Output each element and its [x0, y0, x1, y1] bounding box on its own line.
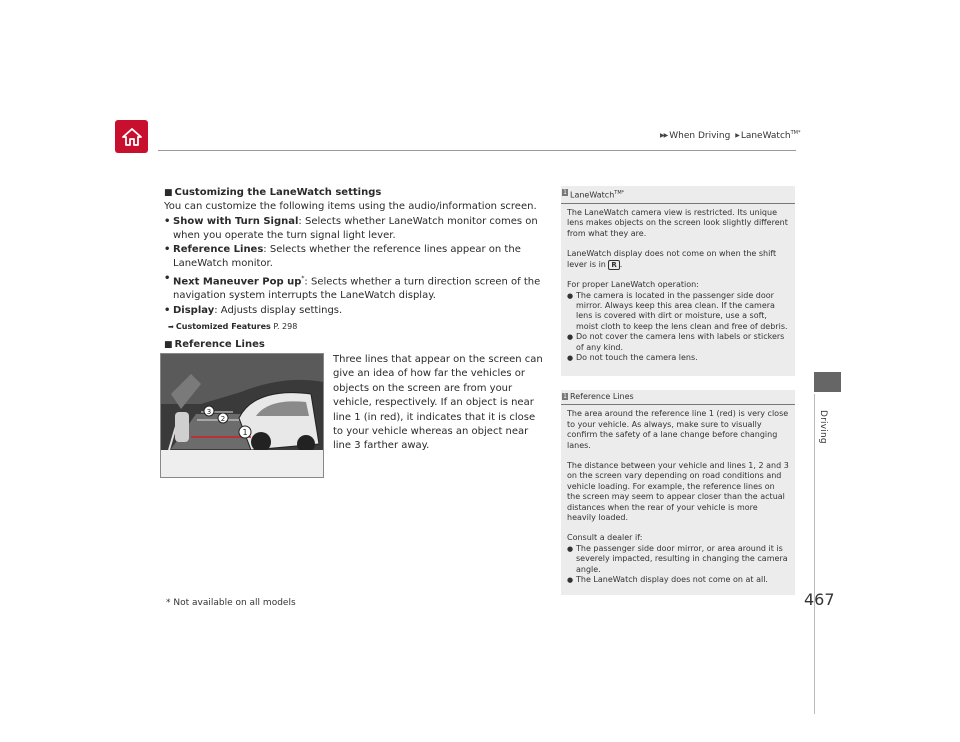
breadcrumb-arrow-icon: ▶▶: [660, 132, 668, 139]
side-tab-marker[interactable]: [814, 372, 841, 392]
shift-r-key-icon: R: [608, 260, 619, 270]
sidebar-bullet: ● Do not cover the camera lens with labels or stickers of any kind.: [567, 332, 789, 353]
home-button[interactable]: [115, 120, 148, 153]
sidebar-heading: 1 Reference Lines: [561, 390, 795, 405]
cross-reference-link[interactable]: ➡ Customized Features P. 298: [168, 322, 298, 331]
sidebar-bullet: ● Do not touch the camera lens.: [567, 353, 789, 363]
note-icon: 1: [563, 393, 567, 400]
list-item: • Display: Adjusts display settings.: [164, 304, 549, 318]
side-divider: [814, 394, 815, 714]
sidebar-note-reference-lines: [561, 390, 795, 595]
breadcrumb-arrow-icon: ▶: [735, 132, 739, 139]
side-tab-label: Driving: [818, 410, 828, 444]
reference-lines-heading: ■ Reference Lines: [164, 339, 265, 350]
camera-view-illustration: [161, 354, 323, 477]
sidebar-paragraph: Consult a dealer if:: [567, 533, 643, 543]
note-icon: 1: [563, 189, 567, 196]
list-item: • Next Maneuver Pop up*: Selects whether a turn direction screen of the navigation system interrupts the LaneWatch display.: [164, 272, 549, 304]
sidebar-bullet: ● The camera is located in the passenger side door mirror. Always keep this area clean. If the camera lens is covered with dirt or moisture, use a soft, moist cloth to keep the lens clean and free of debris.: [567, 291, 789, 333]
sidebar-paragraph: The LaneWatch camera view is restricted. Its unique lens makes objects on the screen look slightly different from what they are.: [567, 208, 788, 238]
breadcrumb-item-when-driving[interactable]: When Driving: [669, 131, 731, 141]
reference-lines-text: Three lines that appear on the screen can give an idea of how far the vehicles or objects on the screen are from your vehicle, respectively. If an object is near line 1 (in red), it indicates that it is close to your vehicle whereas an object near line 3 farther away.: [333, 354, 543, 452]
sidebar-paragraph: The distance between your vehicle and lines 1, 2 and 3 on the screen vary depending on road conditions and vehicle loading. For example, the reference lines on the screen may seem to appear closer than the actual distances when the rear of your vehicle is more heavily loaded.: [567, 461, 789, 523]
reference-marker-2: 2: [220, 415, 226, 423]
reference-marker-1: 1: [242, 428, 248, 437]
page-number: 467: [804, 590, 835, 609]
section-heading: ■ Customizing the LaneWatch settings: [164, 187, 382, 198]
sidebar-note-lanewatch: [561, 186, 795, 376]
square-bullet-icon: ■: [164, 188, 173, 198]
sidebar-bullet: ● The passenger side door mirror, or area around it is severely impacted, resulting in changing the camera angle.: [567, 544, 789, 575]
list-item: • Reference Lines: Selects whether the reference lines appear on the LaneWatch monitor.: [164, 243, 549, 272]
intro-text: You can customize the following items using the audio/information screen.: [164, 201, 537, 213]
sidebar-heading: 1 LaneWatch$^{TM*}$: [561, 186, 795, 204]
footnote: * Not available on all models: [166, 598, 296, 608]
square-bullet-icon: ■: [164, 340, 173, 350]
breadcrumb-sup: TM*: [790, 130, 801, 136]
list-item: • Show with Turn Signal: Selects whether LaneWatch monitor comes on when you operate the turn signal light lever.: [164, 215, 549, 244]
sidebar-bullet: ● The LaneWatch display does not come on at all.: [567, 575, 789, 585]
breadcrumb-item-lanewatch[interactable]: LaneWatch: [740, 131, 791, 141]
camera-view-image: [160, 353, 324, 478]
sidebar-paragraph: The area around the reference line 1 (red) is very close to your vehicle. As always, make sure to visually confirm the safety of a lane change before changing lanes.: [567, 409, 789, 450]
breadcrumb: [658, 130, 801, 141]
arrow-ref-icon: ➡: [168, 323, 174, 331]
sidebar-paragraph: For proper LaneWatch operation:: [567, 280, 699, 290]
sidebar-paragraph: LaneWatch display does not come on when the shift lever is in R .: [567, 249, 777, 269]
header-divider: [158, 150, 796, 151]
home-icon: [121, 127, 143, 147]
reference-marker-3: 3: [206, 408, 212, 416]
main-content: [164, 186, 549, 334]
